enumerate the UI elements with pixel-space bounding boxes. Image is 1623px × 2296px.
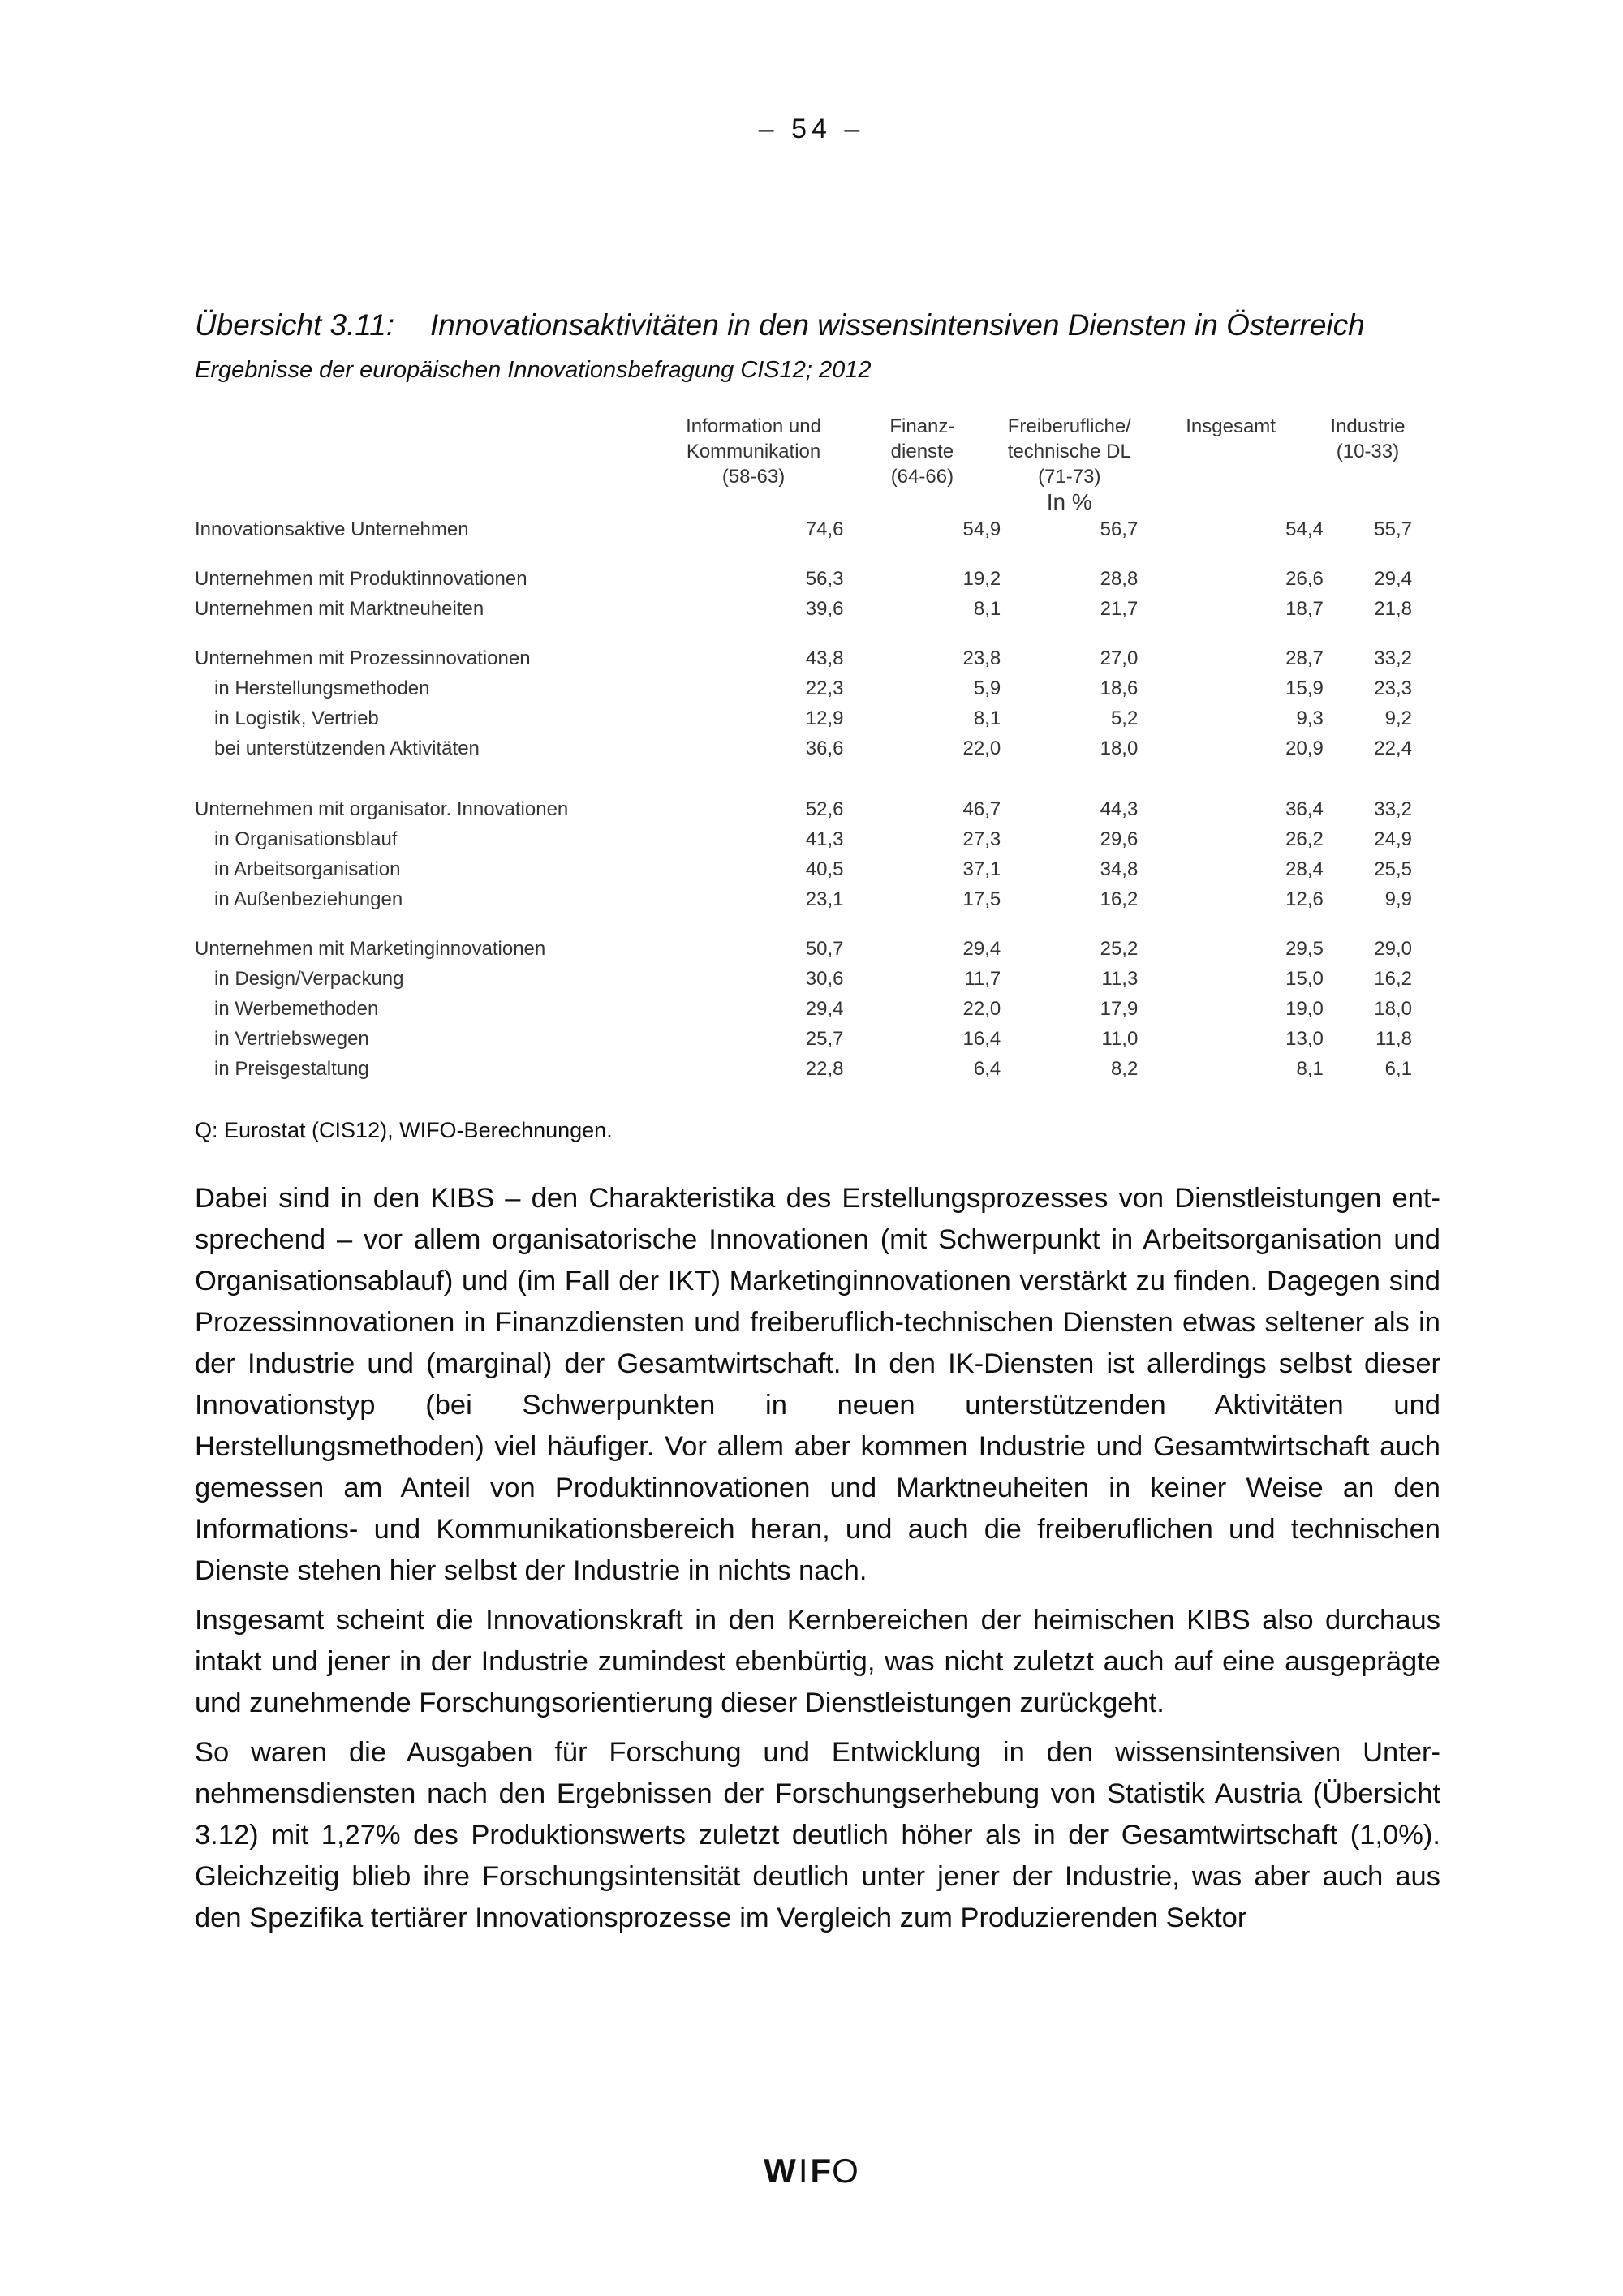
table-row bbox=[195, 733, 1412, 763]
table-cell: 20,9 bbox=[1285, 737, 1324, 759]
row-label: Unternehmen mit Prozessinnovationen bbox=[195, 647, 531, 669]
page-number: – 54 – bbox=[758, 114, 865, 144]
table-cell: 39,6 bbox=[805, 598, 844, 620]
table-cell: 18,0 bbox=[1374, 998, 1412, 1020]
table-cell: 9,3 bbox=[1296, 707, 1324, 729]
table-cell: 16,4 bbox=[962, 1028, 1001, 1050]
overview-subtitle: Ergebnisse der europäischen Innovationsbefragung CIS12; 2012 bbox=[195, 357, 872, 383]
table-cell: 19,0 bbox=[1285, 998, 1324, 1020]
table-row bbox=[195, 564, 1412, 594]
row-label: Unternehmen mit Marketinginnovationen bbox=[195, 938, 546, 960]
table-cell: 29,5 bbox=[1285, 938, 1324, 960]
table-row bbox=[195, 994, 1412, 1024]
table-cell: 27,3 bbox=[962, 828, 1001, 850]
table-cell: 29,0 bbox=[1374, 938, 1412, 960]
table-cell: 50,7 bbox=[805, 938, 844, 960]
table-cell: 8,1 bbox=[973, 598, 1001, 620]
table-cell: 18,7 bbox=[1285, 598, 1324, 620]
table-row bbox=[195, 643, 1412, 673]
column-header-industrie: Industrie (10-33) bbox=[1330, 415, 1406, 462]
table-cell: 18,0 bbox=[1100, 737, 1139, 759]
overview-heading bbox=[195, 308, 1444, 384]
row-spacer bbox=[195, 763, 1412, 794]
row-label: in Arbeitsorganisation bbox=[214, 858, 401, 880]
table-cell: 19,2 bbox=[962, 568, 1001, 590]
table-cell: 74,6 bbox=[805, 518, 844, 540]
table-cell: 12,6 bbox=[1285, 888, 1324, 910]
table-cell: 5,2 bbox=[1110, 707, 1139, 729]
table-cell: 13,0 bbox=[1285, 1028, 1324, 1050]
table-cell: 6,1 bbox=[1384, 1058, 1412, 1080]
column-header-insgesamt: Insgesamt bbox=[1186, 415, 1276, 437]
table-cell: 43,8 bbox=[805, 647, 844, 669]
unit-label: In % bbox=[1046, 489, 1092, 514]
table-row bbox=[195, 594, 1412, 624]
row-label: in Organisationsblauf bbox=[214, 828, 398, 850]
table-cell: 33,2 bbox=[1374, 798, 1412, 820]
row-label: Unternehmen mit Marktneuheiten bbox=[195, 598, 484, 620]
table-cell: 8,2 bbox=[1110, 1058, 1139, 1080]
table-cell: 16,2 bbox=[1374, 968, 1412, 990]
table-cell: 15,9 bbox=[1285, 677, 1324, 699]
innovation-table bbox=[195, 414, 1412, 1084]
row-label: in Vertriebswegen bbox=[214, 1028, 369, 1050]
paragraph: Insgesamt scheint die Innovationskraft in den Kernbereichen der heimischen KIBS also durchaus intakt und jener in der Industrie zumindest ebenbürtig, was nicht zuletzt auch auf eine ausgeprägte und zunehmende Forschungsorientierung dieser Dienstleistungen zurückgeht. bbox=[195, 1605, 1440, 1718]
table-row bbox=[195, 934, 1412, 964]
table-row bbox=[195, 854, 1412, 884]
table-cell: 23,1 bbox=[805, 888, 844, 910]
table-cell: 11,3 bbox=[1101, 968, 1139, 990]
row-label: bei unterstützenden Aktivitäten bbox=[214, 737, 480, 759]
row-label: in Logistik, Vertrieb bbox=[214, 707, 379, 729]
table-cell: 26,6 bbox=[1285, 568, 1324, 590]
table-cell: 33,2 bbox=[1374, 647, 1412, 669]
table-cell: 52,6 bbox=[805, 798, 844, 820]
table-cell: 22,3 bbox=[805, 677, 844, 699]
table-cell: 29,4 bbox=[1374, 568, 1412, 590]
table-cell: 36,4 bbox=[1285, 798, 1324, 820]
table-row bbox=[195, 514, 1412, 544]
table-cell: 23,3 bbox=[1374, 677, 1412, 699]
table-header-row bbox=[195, 414, 1412, 489]
table-row bbox=[195, 884, 1412, 914]
paragraph: So waren die Ausgaben für Forschung und Entwicklung in den wissensintensiven Unternehmensdiensten nach den Ergebnissen der Forschungserhebung von Statistik Austria (Übersicht 3.12) mit 1,27% des Produktionswerts zuletzt deutlich höher als in der Gesamtwirtschaft (1,0%). Gleichzeitig blieb ihre Forschungsintensität deutlich unter jener der Industrie, was aber auch aus den Spezifika tertiärer Innovationsprozesse im Vergleich zum Produzierenden Sektor bbox=[195, 1737, 1440, 1933]
table-cell: 29,4 bbox=[805, 998, 844, 1020]
table-cell: 28,8 bbox=[1100, 568, 1139, 590]
table-cell: 44,3 bbox=[1100, 798, 1139, 820]
table-cell: 8,1 bbox=[1296, 1058, 1324, 1080]
table-cell: 30,6 bbox=[805, 968, 844, 990]
table-cell: 18,6 bbox=[1100, 677, 1139, 699]
table-cell: 28,4 bbox=[1285, 858, 1324, 880]
table-cell: 8,1 bbox=[973, 707, 1001, 729]
table-cell: 56,7 bbox=[1100, 518, 1139, 540]
table-cell: 5,9 bbox=[973, 677, 1001, 699]
row-spacer bbox=[195, 544, 1412, 564]
table-cell: 55,7 bbox=[1374, 518, 1412, 540]
table-row bbox=[195, 673, 1412, 703]
table-cell: 36,6 bbox=[805, 737, 844, 759]
table-cell: 26,2 bbox=[1285, 828, 1324, 850]
row-label: in Herstellungsmethoden bbox=[214, 677, 430, 699]
table-cell: 22,0 bbox=[962, 737, 1001, 759]
table-cell: 17,5 bbox=[962, 888, 1001, 910]
table-cell: 17,9 bbox=[1100, 998, 1139, 1020]
overview-label: Übersicht 3.11: bbox=[195, 308, 395, 342]
table-cell: 24,9 bbox=[1374, 828, 1412, 850]
table-cell: 6,4 bbox=[973, 1058, 1001, 1080]
table-source: Q: Eurostat (CIS12), WIFO-Berechnungen. bbox=[195, 1118, 613, 1142]
table-cell: 29,6 bbox=[1100, 828, 1139, 850]
unit-row bbox=[195, 489, 1412, 514]
table-cell: 22,0 bbox=[962, 998, 1001, 1020]
column-header-ik: Information und Kommunikation (58-63) bbox=[686, 415, 821, 488]
table-body bbox=[195, 514, 1412, 1084]
table-cell: 25,7 bbox=[805, 1028, 844, 1050]
table-cell: 16,2 bbox=[1100, 888, 1139, 910]
row-label: in Preisgestaltung bbox=[214, 1058, 369, 1080]
table-cell: 29,4 bbox=[962, 938, 1001, 960]
table-cell: 12,9 bbox=[805, 707, 844, 729]
table-cell: 22,8 bbox=[805, 1058, 844, 1080]
body-text bbox=[195, 1178, 1440, 1947]
table-cell: 54,4 bbox=[1285, 518, 1324, 540]
table-cell: 23,8 bbox=[962, 647, 1001, 669]
table-cell: 11,8 bbox=[1375, 1028, 1412, 1050]
table-cell: 46,7 bbox=[962, 798, 1001, 820]
table-row bbox=[195, 824, 1412, 854]
table-cell: 56,3 bbox=[805, 568, 844, 590]
row-spacer bbox=[195, 624, 1412, 643]
table-row bbox=[195, 964, 1412, 994]
table-cell: 25,2 bbox=[1100, 938, 1139, 960]
table-cell: 11,7 bbox=[964, 968, 1001, 990]
table-cell: 34,8 bbox=[1100, 858, 1139, 880]
row-spacer bbox=[195, 914, 1412, 934]
table-cell: 9,9 bbox=[1384, 888, 1412, 910]
table-row bbox=[195, 794, 1412, 824]
column-header-finanz: Finanz- dienste (64-66) bbox=[889, 415, 955, 488]
table-cell: 21,7 bbox=[1100, 598, 1139, 620]
table-cell: 54,9 bbox=[962, 518, 1001, 540]
table-cell: 9,2 bbox=[1384, 707, 1412, 729]
table-row bbox=[195, 703, 1412, 733]
row-label: Unternehmen mit organisator. Innovationen bbox=[195, 798, 569, 820]
column-header-freiberuflich: Freiberufliche/ technische DL (71-73) bbox=[1007, 415, 1131, 488]
table-cell: 22,4 bbox=[1374, 737, 1412, 759]
paragraph: Dabei sind in den KIBS – den Charakteristika des Erstellungsprozesses von Dienstleistungen entsprechend – vor allem organisatorische Innovationen (mit Schwerpunkt in Arbeitsorganisation und Organisationsablauf) und (im Fall der IKT) Marketinginnovationen verstärkt zu finden. Dagegen sind Prozessinnovationen in Finanzdiensten und freiberuflich-technischen Diensten etwas seltener als in der Industrie und (marginal) der Gesamtwirtschaft. In den IK-Diensten ist allerdings selbst dieser Innovationstyp (bei Schwerpunkten in neuen unterstützenden Aktivitäten und Herstellungsmethoden) viel häufiger. Vor allem aber kommen Industrie und Gesamtwirtschaft auch gemessen am Anteil von Produktinnovationen und Marktneuheiten in keiner Weise an den Informations- und Kommunikationsbereich heran, und auch die freiberuflichen und technischen Dienste stehen hier selbst der Industrie in nichts nach. bbox=[195, 1183, 1440, 1586]
table-cell: 21,8 bbox=[1374, 598, 1412, 620]
row-label: Innovationsaktive Unternehmen bbox=[195, 518, 469, 540]
table-cell: 41,3 bbox=[805, 828, 844, 850]
table-cell: 37,1 bbox=[962, 858, 1001, 880]
overview-title bbox=[195, 308, 1444, 342]
table-cell: 25,5 bbox=[1374, 858, 1412, 880]
row-label: in Außenbeziehungen bbox=[214, 888, 403, 910]
table-row bbox=[195, 1054, 1412, 1084]
table-row bbox=[195, 1024, 1412, 1054]
table-cell: 40,5 bbox=[805, 858, 844, 880]
header-label-cell bbox=[195, 414, 664, 489]
row-label: Unternehmen mit Produktinnovationen bbox=[195, 568, 527, 590]
table-cell: 27,0 bbox=[1100, 647, 1139, 669]
table-cell: 28,7 bbox=[1285, 647, 1324, 669]
row-label: in Design/Verpackung bbox=[214, 968, 404, 990]
table-cell: 15,0 bbox=[1285, 968, 1324, 990]
wifo-logo: WIFO bbox=[764, 2152, 859, 2190]
table-cell: 11,0 bbox=[1101, 1028, 1139, 1050]
row-label: in Werbemethoden bbox=[214, 998, 379, 1020]
overview-title-text: Innovationsaktivitäten in den wissensintensiven Diensten in Österreich bbox=[430, 308, 1365, 342]
